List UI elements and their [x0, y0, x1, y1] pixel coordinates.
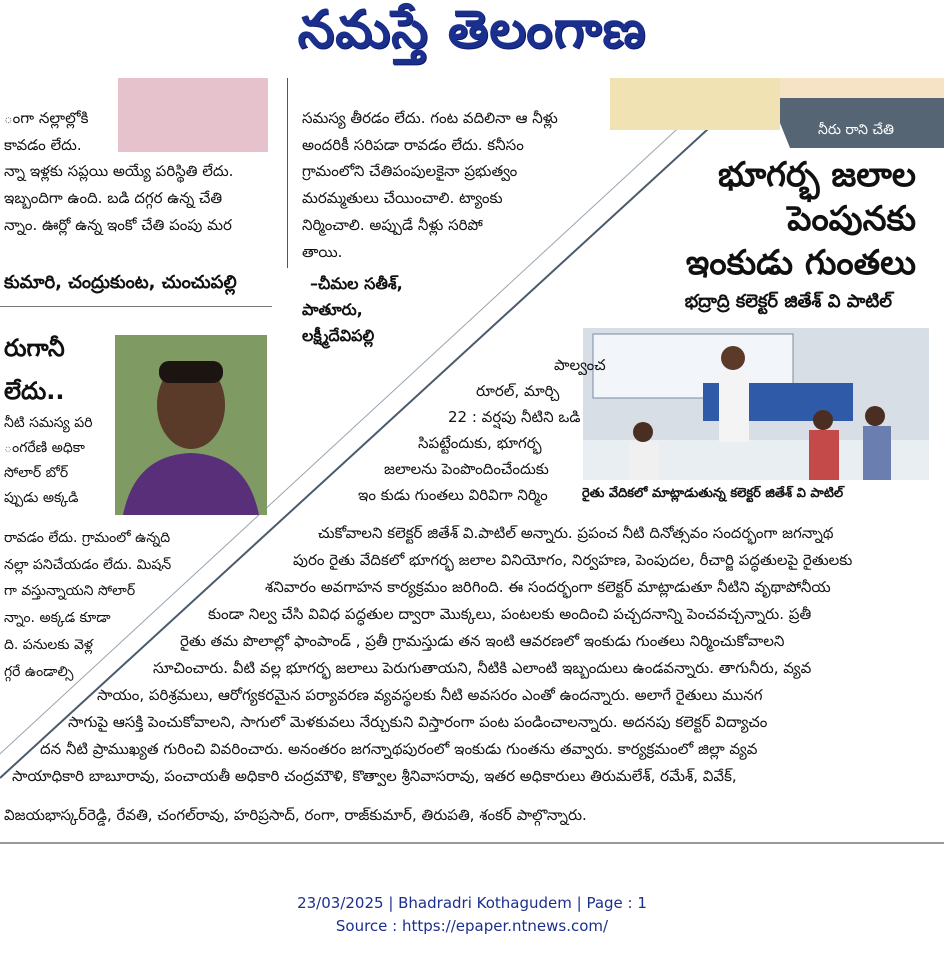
left-top-line: న్నాం. ఊర్లో ఉన్న ఇంకో చేతి పంపు మర — [4, 216, 232, 234]
left-mid-heading: లేదు.. — [4, 377, 65, 405]
left-mid-line: నీటి సమస్య పరి — [4, 415, 93, 431]
footer — [0, 892, 944, 938]
headline-line: భూగర్భ జలాల — [717, 155, 916, 195]
article-line: సాయాధికారి బాబూరావు, పంచాయతీ అధికారి చంద్రమౌళి, కొత్వాల శ్రీనివాసరావు, ఇతర అధికారులు తిరుమలేశ్, రమేశ్, వివేక్, — [12, 767, 737, 785]
left-mid-line: న్నాం. అక్కడ కూడా — [4, 610, 111, 626]
article-line: కుండా నిల్వ చేసి వివిధ పద్ధతుల ద్వారా మొక్కలు, పంటలకు అందించి పచ్చదనాన్ని పెంచవచ్చన్నారు. ప్రతీ — [208, 605, 812, 623]
left-mid-heading: రుగానీ — [4, 334, 65, 362]
article-line: సిపట్టేందుకు, భూగర్భ — [418, 434, 542, 452]
center-byline: –చీమల సతీశ్, — [310, 274, 403, 293]
person-image — [115, 335, 267, 515]
center-top-line: గ్రామంలోని చేతిపంపులకైనా ప్రభుత్వం — [302, 162, 518, 180]
photo-caption: రైతు వేదికలో మాట్లాడుతున్న కలెక్టర్ జితేశ్ వి పాటిల్ — [582, 486, 844, 501]
center-top-line: నిర్మించాలి. అప్పుడే నీళ్లు సరిపో — [302, 216, 483, 234]
article-line: విజయభాస్కర్‌రెడ్డి, రేవతి, చంగల్‌రావు, హరిప్రసాద్, రంగా, రాజ్‌కుమార్, తిరుపతి, శంకర్ పాల్గొన్నారు. — [4, 806, 587, 824]
article-line: జలాలను పెంపొందించేందుకు — [384, 460, 549, 478]
article-line: సూచించారు. వీటి వల్ల భూగర్భ జలాలు పెరుగుతాయని, నీటికి ఎలాంటి ఇబ్బందులు ఉండవన్నారు. తాగునీరు, వ్యవ — [153, 659, 812, 677]
article-line: రూరల్, మార్చి — [476, 382, 560, 400]
left-mid-line: ంగరేణి అధికా — [4, 440, 85, 456]
left-top-line: కావడం లేదు. — [4, 136, 82, 154]
headline-line: పెంపునకు — [787, 199, 916, 239]
article-line: చుకోవాలని కలెక్టర్ జితేశ్ వి.పాటిల్ అన్నారు. ప్రపంచ నీటి దినోత్సవం సందర్భంగా జగన్నాథ — [318, 524, 834, 542]
article-line: సాగుపై ఆసక్తి పెంచుకోవాలని, సాగులో మెళకువలు నేర్చుకుని విస్తారంగా పంట పండించాలన్నారు. అదనపు కలెక్టర్ విద్యాచం — [68, 713, 768, 731]
left-top-byline: కుమారి, చంద్రుకుంట, చుంచుపల్లి — [4, 272, 237, 293]
left-mid-line: రావడం లేదు. గ్రామంలో ఉన్నది — [4, 530, 171, 546]
left-top-line: ంగా నల్లాల్లోకి — [4, 109, 89, 127]
left-mid-line: ది. పనులకు వెళ్ల — [4, 637, 93, 653]
headline-line: ఇంకుడు గుంతలు — [685, 243, 916, 283]
footer-date-line: 23/03/2025 | Bhadradri Kothagudem | Page : 1 — [297, 894, 647, 912]
section-rule — [0, 306, 272, 307]
masthead — [0, 0, 944, 72]
article-line: పురం రైతు వేదికలో భూగర్భ జలాల వినియోగం, నిర్వహణ, పెంపుదల, రీచార్జి పద్ధతులపై రైతులకు — [293, 551, 853, 569]
article-line: ఇం కుడు గుంతలు విరివిగా నిర్మిం — [358, 486, 548, 504]
article-line: దన నీటి ప్రాముఖ్యత గురించి వివరించారు. అనంతరం జగన్నాథపురంలో ఇంకుడు గుంతను తవ్వారు. కార్యక్రమంలో జిల్లా వ్యవ — [40, 740, 758, 758]
column-divider — [287, 78, 288, 268]
left-mid-line: నల్లా పనిచేయడం లేదు. మిషన్ — [4, 557, 172, 573]
newspaper-title: నమస్తే తెలంగాణ — [297, 0, 647, 60]
left-mid-line: గా వస్తున్నాయని సోలార్ — [4, 583, 136, 599]
article-line: సాయం, పరిశ్రమలు, ఆరోగ్యకరమైన పర్యావరణ వ్యవస్థలకు నీటి అవసరం ఎంతో ఉందన్నారు. అలాగే రైతులు మునగ — [97, 686, 763, 704]
center-byline: లక్ష్మీదేవిపల్లి — [302, 326, 375, 345]
center-top-line: మరమ్మతులు చేయించాలి. ట్యాంకు — [302, 189, 503, 207]
center-top-line: తాయి. — [302, 243, 343, 261]
event-image — [583, 328, 929, 480]
article-line: పాల్వంచ — [554, 356, 606, 374]
bottom-rule — [0, 842, 944, 844]
left-mid-line: ప్పుడు అక్కడి — [4, 490, 79, 506]
left-top-line: న్నా ఇళ్లకు సప్లయి అయ్యే పరిస్థితి లేదు. — [4, 162, 234, 180]
center-top-line: సమస్య తీరడం లేదు. గంట వదిలినా ఆ నీళ్లు — [302, 109, 558, 127]
newspaper-clipping — [0, 78, 944, 848]
left-mid-line: సోలార్ బోర్ — [4, 465, 69, 481]
left-mid-line: గ్గరే ఉండాల్సి — [4, 664, 74, 680]
article-line: శనివారం అవగాహన కార్యక్రమం జరిగింది. ఈ సందర్భంగా కలెక్టర్ మాట్లాడుతూ నీటిని వృథాపోనీయ — [265, 578, 831, 596]
article-line: 22 : వర్షపు నీటిని ఒడి — [448, 408, 581, 426]
subheadline: భద్రాద్రి కలెక్టర్ జితేశ్ వి పాటిల్ — [684, 291, 892, 312]
banner-tag: నీరు రాని చేతి — [818, 122, 894, 138]
event-photo — [583, 328, 929, 480]
left-top-line: ఇబ్బందిగా ఉంది. బడి దగ్గర ఉన్న చేతి — [4, 189, 223, 207]
footer-source-line: Source : https://epaper.ntnews.com/ — [335, 917, 609, 935]
portrait-photo — [115, 335, 267, 515]
center-byline: పాతూరు, — [302, 300, 363, 319]
article-line: రైతు తమ పొలాల్లో ఫాంపాండ్ , ప్రతీ గ్రామస్తుడు తన ఇంటి ఆవరణలో ఇంకుడు గుంతలు నిర్మించుకోవాలని — [180, 632, 785, 650]
center-top-line: అందరికీ సరిపడా రావడం లేదు. కనీసం — [302, 136, 524, 154]
